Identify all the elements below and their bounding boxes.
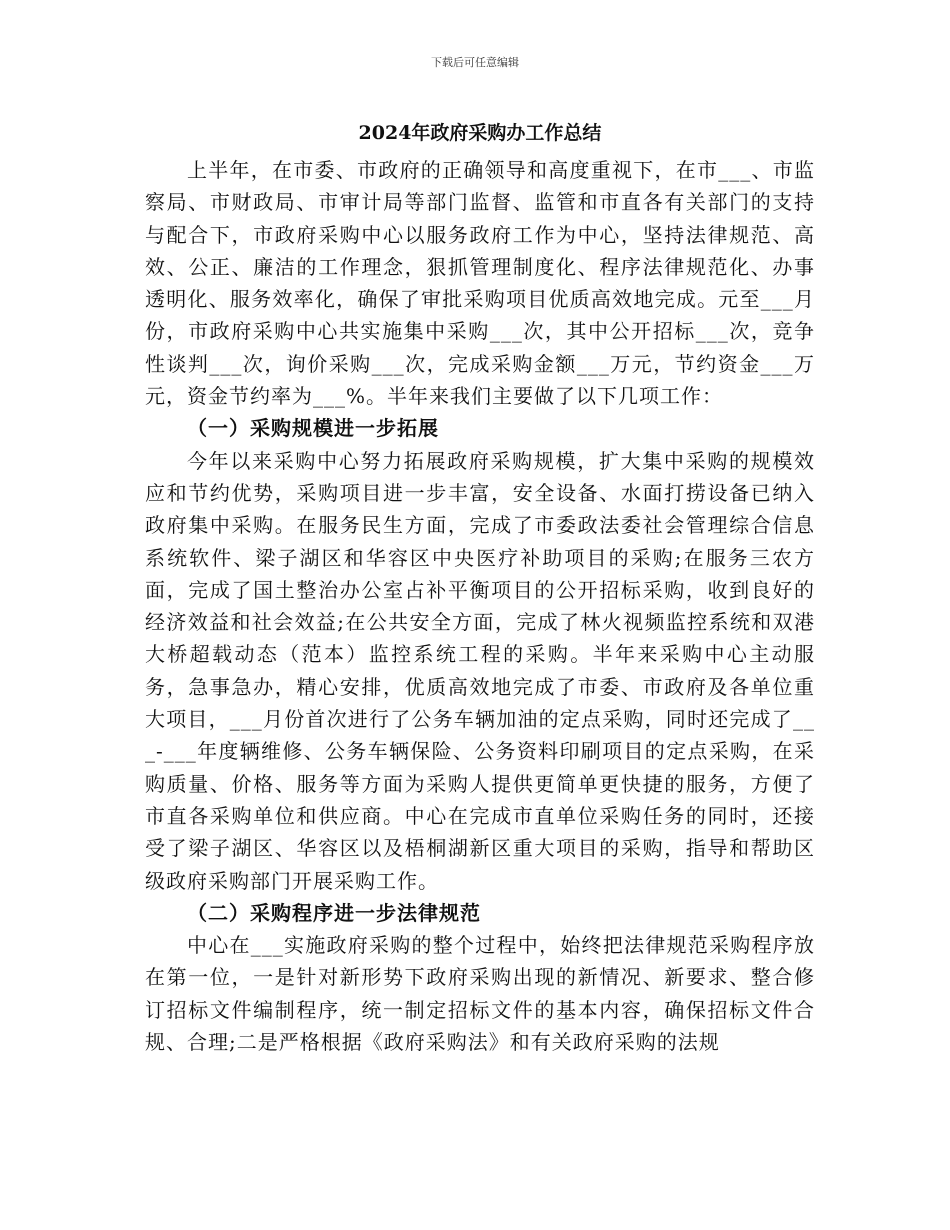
- section-2-heading: （二）采购程序进一步法律规范: [187, 900, 481, 925]
- section-1-body: 今年以来采购中心努力拓展政府采购规模，扩大集中采购的规模效应和节约优势，采购项目进一步丰富，安全设备、水面打捞设备已纳入政府集中采购。在服务民生方面，完成了市委政法委社会管理综合信息系统软件、梁子湖区和华容区中央医疗补助项目的采购;在服务三农方面，完成了国土整治办公室占补平衡项目的公开招标采购，收到良好的经济效益和社会效益;在公共安全方面，完成了林火视频监控系统和双港大桥超载动态（范本）监控系统工程的采购。半年来采购中心主动服务，急事急办，精心安排，优质高效地完成了市委、市政府及各单位重大项目，___月份首次进行了公务车辆加油的定点采购，同时还完成了___-___年度辆维修、公务车辆保险、公务资料印刷项目的定点采购，在采购质量、价格、服务等方面为采购人提供更简单更快捷的服务，方便了市直各采购单位和供应商。中心在完成市直单位采购任务的同时，还接受了梁子湖区、华容区以及梧桐湖新区重大项目的采购，指导和帮助区级政府采购部门开展采购工作。: [145, 448, 815, 893]
- document-body: [145, 118, 815, 1058]
- header-note: 下载后可任意编辑: [431, 56, 519, 69]
- intro-paragraph: 上半年，在市委、市政府的正确领导和高度重视下，在市___、市监察局、市财政局、市审计局等部门监督、监管和市直各有关部门的支持与配合下，市政府采购中心以服务政府工作为中心，坚持法律规范、高效、公正、廉洁的工作理念，狠抓管理制度化、程序法律规范化、办事透明化、服务效率化，确保了审批采购项目优质高效地完成。元至___月份，市政府采购中心共实施集中采购___次，其中公开招标___次，竞争性谈判___次，询价采购___次，完成采购金额___万元，节约资金___万元，资金节约率为___%。半年来我们主要做了以下几项工作：: [145, 158, 815, 409]
- section-1-heading: （一）采购规模进一步拓展: [187, 416, 439, 441]
- document-title: 2024年政府采购办工作总结: [358, 122, 602, 144]
- section-2-body: 中心在___实施政府采购的整个过程中，始终把法律规范采购程序放在第一位，一是针对新形势下政府采购出现的新情况、新要求、整合修订招标文件编制程序，统一制定招标文件的基本内容，确保招标文件合规、合理;二是严格根据《政府采购法》和有关政府采购的法规: [145, 933, 815, 1055]
